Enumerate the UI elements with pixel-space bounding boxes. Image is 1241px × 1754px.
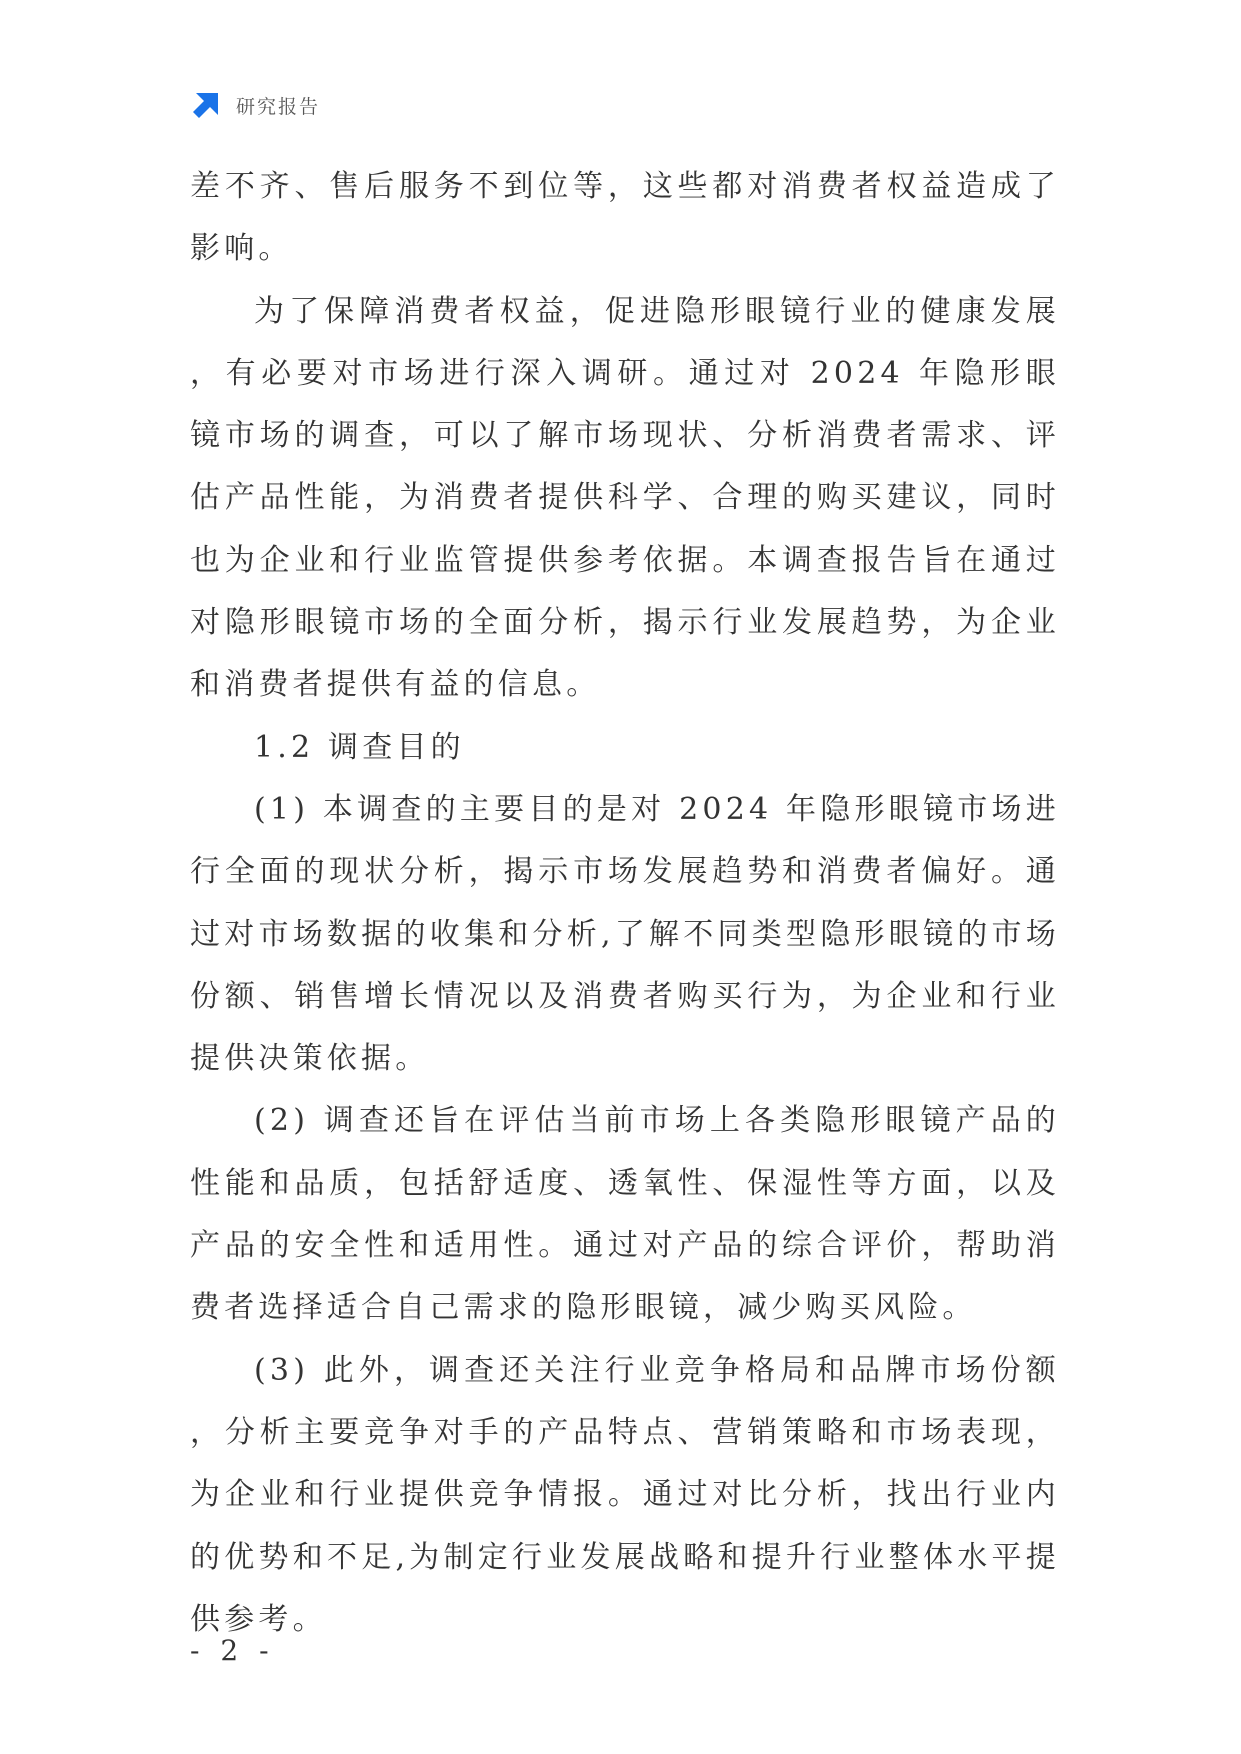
paragraph-objective-3: (3) 此外，调查还关注行业竞争格局和品牌市场份额，分析主要竞争对手的产品特点、营销策略和市场表现，为企业和行业提供竞争情报。通过对比分析，找出行业内的优势和不足,为制定行业发展战略和提升行业整体水平提供参考。 xyxy=(190,1352,1060,1637)
paragraph-objective-2: (2) 调查还旨在评估当前市场上各类隐形眼镜产品的性能和品质，包括舒适度、透氧性、保湿性等方面，以及产品的安全性和适用性。通过对产品的综合评价，帮助消费者选择适合自己需求的隐形眼镜，减少购买风险。 xyxy=(190,1103,1060,1326)
section-heading: 1.2 调查目的 xyxy=(254,729,465,765)
paragraph-continuation: 差不齐、售后服务不到位等，这些都对消费者权益造成了影响。 xyxy=(190,169,1060,267)
page-number: - 2 - xyxy=(190,1634,275,1667)
paragraph-background: 为了保障消费者权益，促进隐形眼镜行业的健康发展，有必要对市场进行深入调研。通过对 2024 年隐形眼镜市场的调查，可以了解市场现状、分析消费者需求、评估产品性能，为消费者提供科学、合理的购买建议，同时也为企业和行业监管提供参考依据。本调查报告旨在通过对隐形眼镜市场的全面分析，揭示行业发展趋势，为企业和消费者提供有益的信息。 xyxy=(190,293,1060,703)
document-body xyxy=(190,156,1060,1651)
header-title: 研究报告 xyxy=(236,95,321,118)
report-header xyxy=(190,88,320,122)
arrow-up-right-icon xyxy=(190,89,222,121)
paragraph-objective-1: (1) 本调查的主要目的是对 2024 年隐形眼镜市场进行全面的现状分析，揭示市场发展趋势和消费者偏好。通过对市场数据的收集和分析,了解不同类型隐形眼镜的市场份额、销售增长情况以及消费者购买行为，为企业和行业提供决策依据。 xyxy=(190,791,1060,1077)
